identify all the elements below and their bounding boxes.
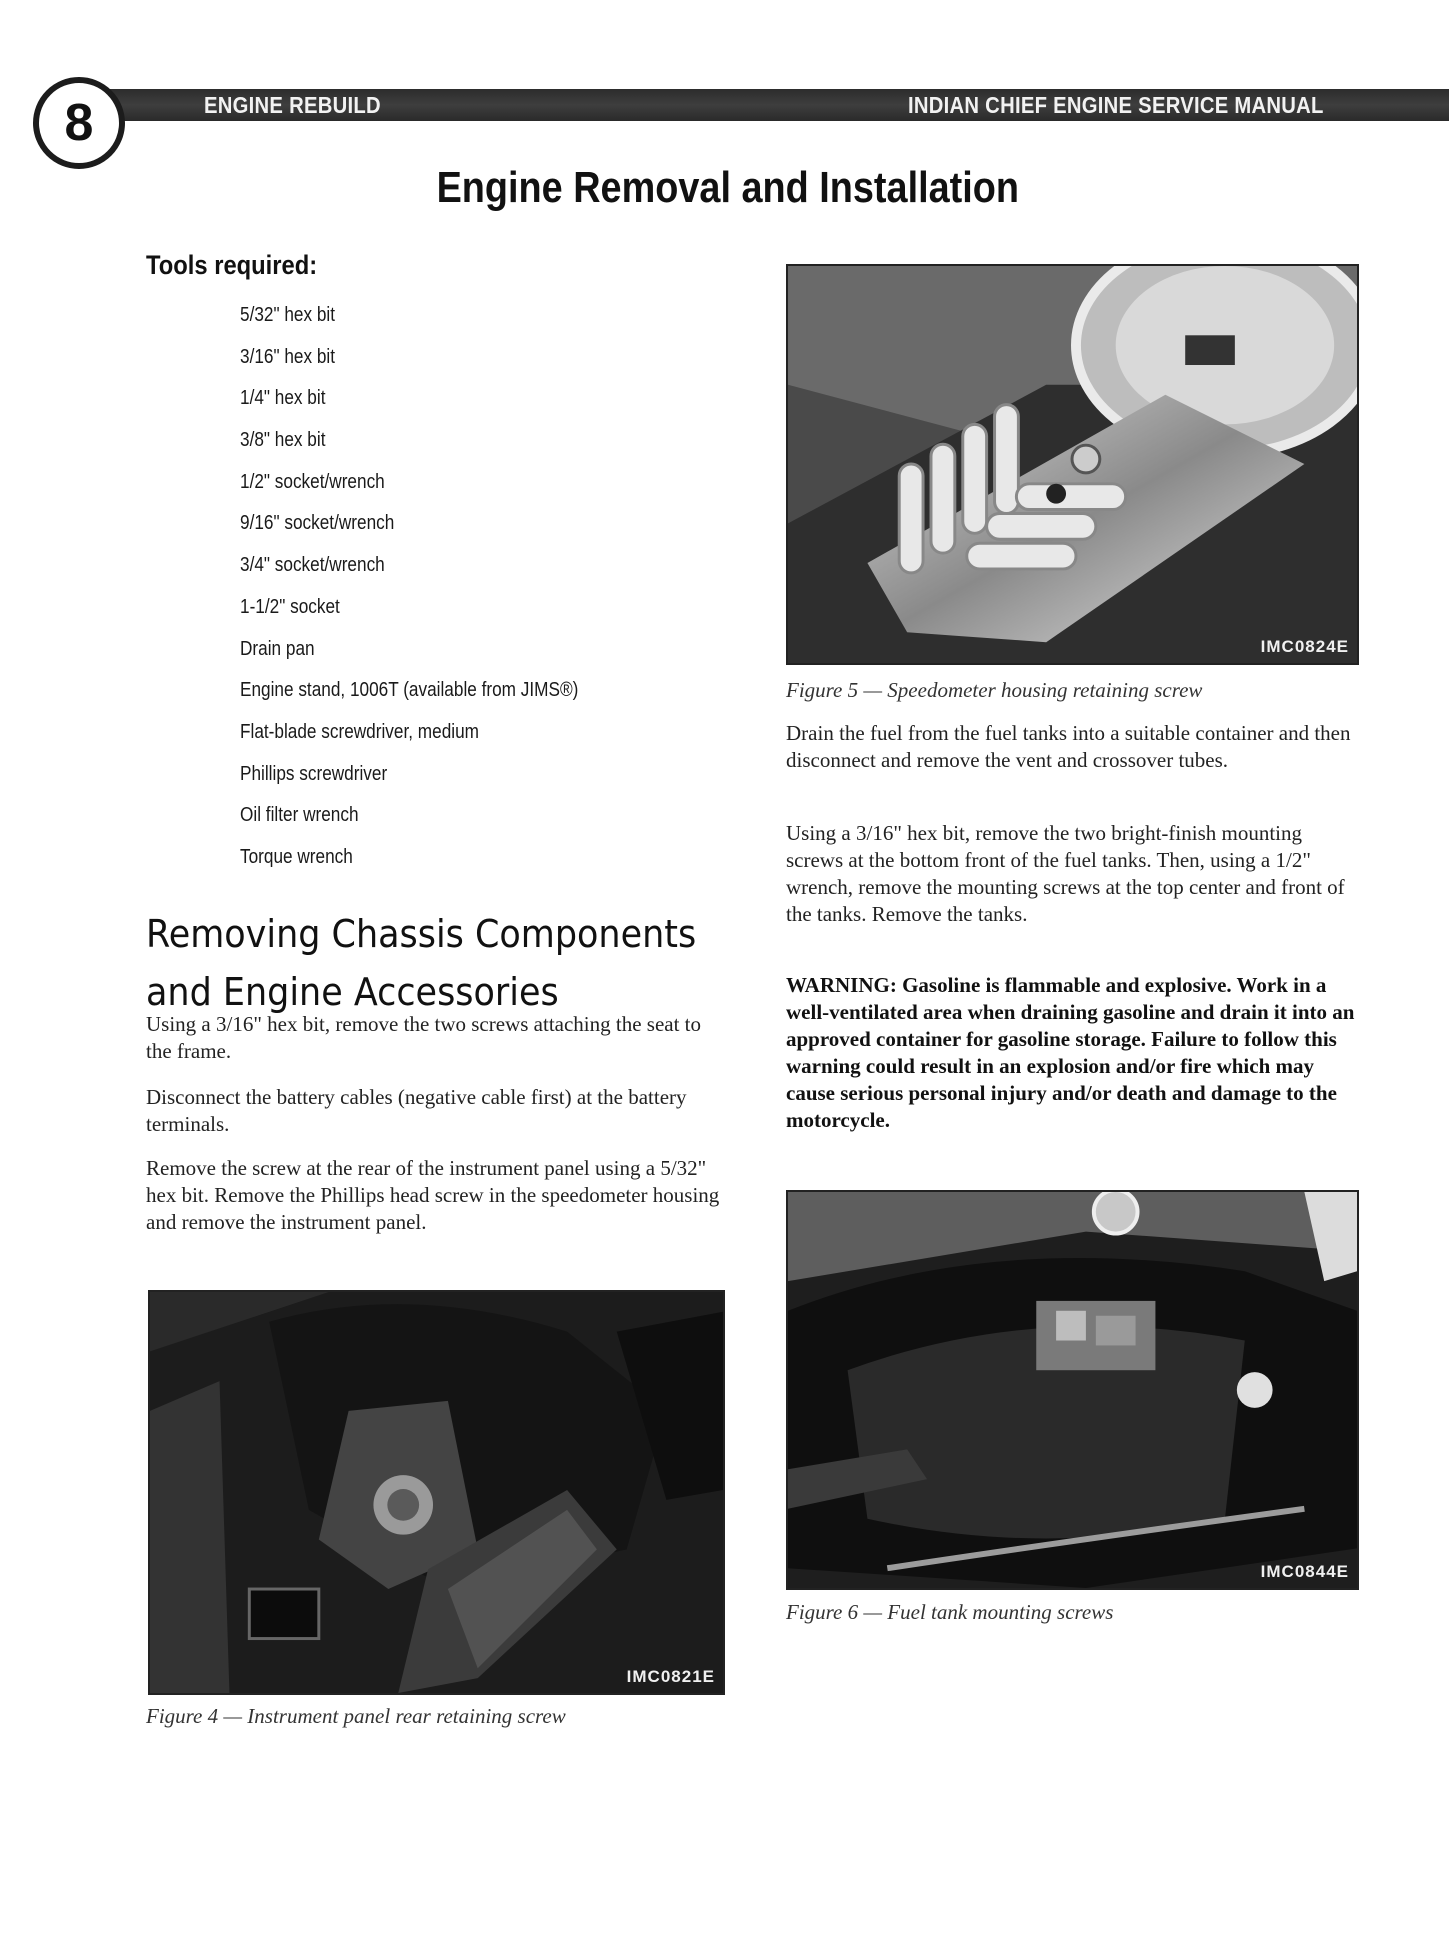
figure-4-illustration <box>150 1292 723 1693</box>
list-item: 1-1/2" socket <box>240 595 340 618</box>
figure-4-photo <box>148 1290 725 1695</box>
list-item: 9/16" socket/wrench <box>240 512 395 535</box>
paragraph-seat-screws: Using a 3/16" hex bit, remove the two screws attaching the seat to the frame. <box>146 1012 702 1063</box>
list-item: 3/16" hex bit <box>240 345 336 368</box>
figure-6-photo <box>786 1190 1359 1590</box>
figure-5-illustration <box>788 266 1357 663</box>
figure-6-illustration <box>788 1192 1357 1588</box>
chapter-badge: 8 <box>33 77 125 169</box>
list-item: Flat-blade screwdriver, medium <box>240 720 479 743</box>
paragraph-remove-tanks: Using a 3/16" hex bit, remove the two bright-finish mounting screws at the bottom front of the fuel tanks. Then, using a 1/2" wrench, remove the mounting screws at the top center and front of the tanks. Remove the tanks. <box>786 821 1345 926</box>
list-item: Oil filter wrench <box>240 804 359 827</box>
figure-5-photo <box>786 264 1359 665</box>
list-item: Engine stand, 1006T (available from JIMS®) <box>240 679 579 702</box>
list-item: Drain pan <box>240 637 315 660</box>
figure-6-code: IMC0844E <box>1260 1562 1349 1581</box>
warning-text: WARNING: Gasoline is flammable and explosive. Work in a well-ventilated area when draining gasoline and drain it into an approved container for gasoline storage. Failure to follow this warning could result in an explosion and/or fire which may cause serious personal injury and/or death and damage to the motorcycle. <box>786 973 1355 1132</box>
paragraph-drain-fuel: Drain the fuel from the fuel tanks into a suitable container and then disconnect and remove the vent and crossover tubes. <box>786 721 1351 772</box>
section-heading <box>146 905 716 1021</box>
list-item: 5/32" hex bit <box>240 304 336 326</box>
figure-5-code: IMC0824E <box>1260 637 1349 656</box>
page-title: Engine Removal and Installation <box>436 163 1019 212</box>
tools-list <box>240 300 760 884</box>
header-manual-title: INDIAN CHIEF ENGINE SERVICE MANUAL <box>908 92 1324 118</box>
figure-6-caption: Figure 6 — Fuel tank mounting screws <box>786 1600 1114 1624</box>
figure-4-code: IMC0821E <box>626 1667 715 1686</box>
paragraph-battery: Disconnect the battery cables (negative cable first) at the battery terminals. <box>146 1085 687 1136</box>
list-item: Phillips screwdriver <box>240 762 388 785</box>
section-heading-line1: Removing Chassis Components <box>146 912 697 956</box>
list-item: Torque wrench <box>240 845 353 868</box>
list-item: 1/2" socket/wrench <box>240 470 385 493</box>
figure-5-caption: Figure 5 — Speedometer housing retaining screw <box>786 678 1203 702</box>
paragraph-instrument-panel: Remove the screw at the rear of the instrument panel using a 5/32" hex bit. Remove the Phillips head screw in the speedometer housing and remove the instrument panel. <box>146 1156 720 1234</box>
tools-heading: Tools required: <box>146 250 318 280</box>
list-item: 1/4" hex bit <box>240 387 326 410</box>
list-item: 3/8" hex bit <box>240 429 326 452</box>
header-section-title: ENGINE REBUILD <box>204 92 381 118</box>
list-item: 3/4" socket/wrench <box>240 554 385 577</box>
figure-4-caption: Figure 4 — Instrument panel rear retaining screw <box>146 1704 566 1728</box>
section-heading-line2: and Engine Accessories <box>146 970 559 1014</box>
